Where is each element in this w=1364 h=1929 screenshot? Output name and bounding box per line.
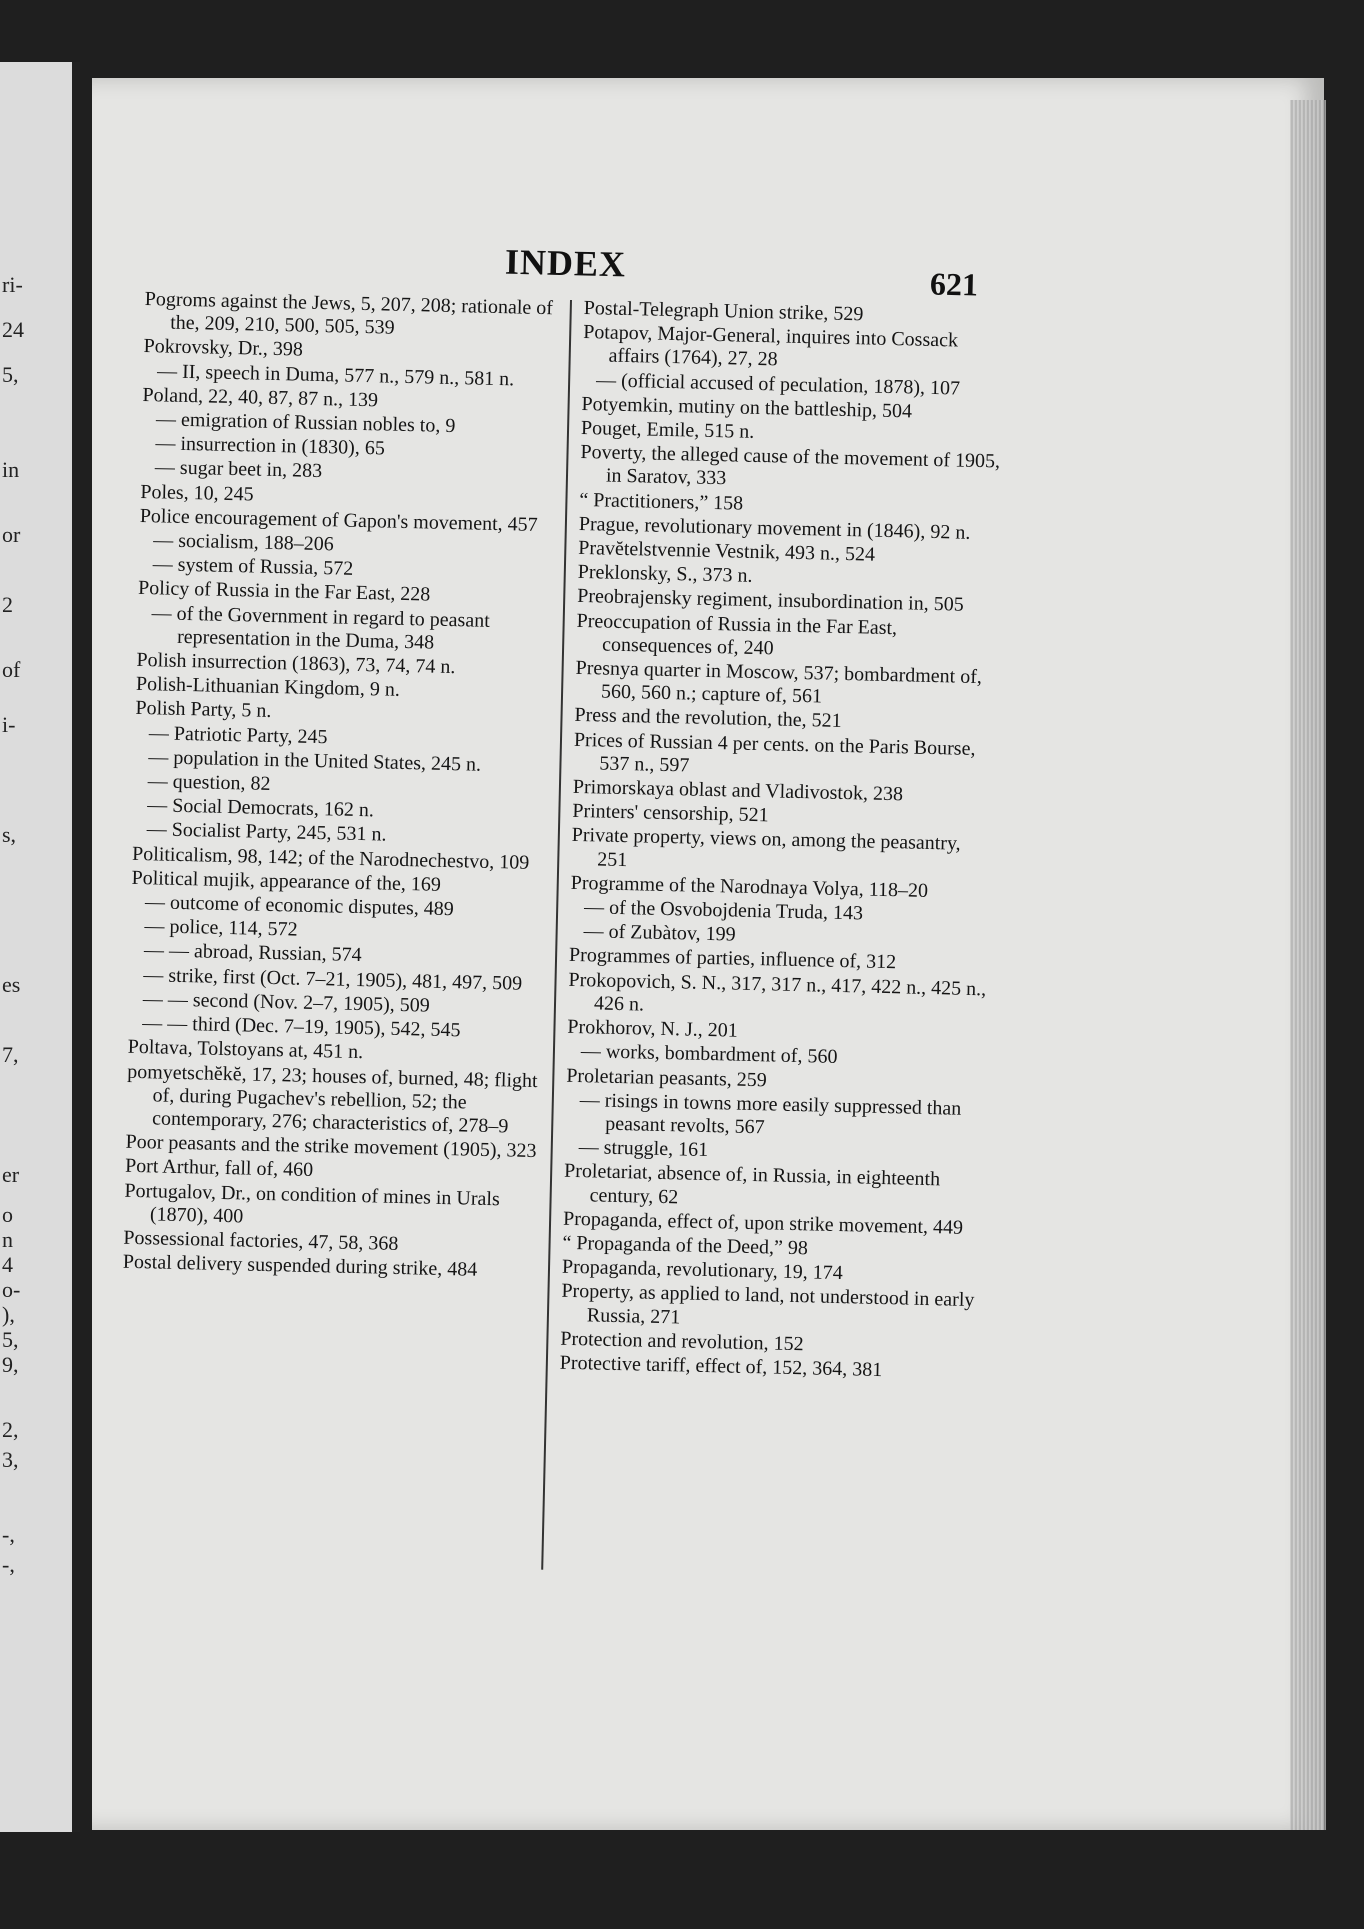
- index-entry: Poles, 10, 245: [140, 480, 254, 506]
- index-entry: Polish-Lithuanian Kingdom, 9 n.: [135, 673, 401, 702]
- index-entry: — sugar beet in, 283: [154, 456, 323, 483]
- index-entry: — Socialist Party, 245, 531 n.: [146, 818, 387, 847]
- index-entry: “ Propaganda of the Deed,” 98: [562, 1231, 809, 1260]
- index-entry: Policy of Russia in the Far East, 228: [137, 577, 431, 606]
- index-entry: Possessional factories, 47, 58, 368: [123, 1226, 399, 1255]
- index-entry: — struggle, 161: [578, 1136, 709, 1162]
- index-entry: — — abroad, Russian, 574: [143, 939, 362, 967]
- index-entry: Polish Party, 5 n.: [135, 697, 272, 723]
- previous-page-text-fragment: or: [2, 522, 21, 547]
- previous-page-text-fragment: es: [2, 972, 21, 997]
- index-entry: Protective tariff, effect of, 152, 364, 381: [559, 1351, 883, 1381]
- index-entry: Prokhorov, N. J., 201: [567, 1015, 739, 1042]
- previous-page-text-fragment: 2: [2, 592, 13, 617]
- index-entry: Prices of Russian 4 per cents. on the Paris Bourse, 537 n., 597: [573, 728, 976, 777]
- index-entry: Potyemkin, mutiny on the battleship, 504: [581, 392, 913, 423]
- previous-page-text-fragment: 4: [2, 1252, 13, 1277]
- index-entry: — insurrection in (1830), 65: [155, 432, 386, 460]
- index-entry: — system of Russia, 572: [152, 553, 354, 581]
- previous-page-edge: [0, 62, 80, 1832]
- index-entry: — II, speech in Duma, 577 n., 579 n., 581 n.: [156, 359, 515, 391]
- index-entry: — (official accused of peculation, 1878), 107: [595, 368, 961, 400]
- index-entry: — of the Osvobojdenia Truda, 143: [583, 896, 864, 925]
- index-column-right: [560, 297, 1004, 1385]
- index-entry: — of the Government in regard to peasant representation in the Duma, 348: [151, 601, 491, 654]
- previous-page-text-fragment: ri-: [2, 272, 23, 297]
- index-entry: Police encouragement of Gapon's movement, 457: [139, 504, 538, 536]
- index-entry: — — third (Dec. 7–19, 1905), 542, 545: [142, 1012, 461, 1042]
- page-stack-edge: [1290, 100, 1326, 1830]
- index-entry: Propaganda, revolutionary, 19, 174: [561, 1255, 844, 1285]
- index-entry: Pokrovsky, Dr., 398: [143, 335, 304, 362]
- index-entry: Primorskaya oblast and Vladivostok, 238: [572, 775, 904, 806]
- previous-page-text-fragment: 5,: [2, 1327, 19, 1352]
- index-entry: Poverty, the alleged cause of the movement of 1905, in Saratov, 333: [580, 441, 1001, 490]
- index-entry: Port Arthur, fall of, 460: [124, 1155, 314, 1182]
- index-entry: — — second (Nov. 2–7, 1905), 509: [142, 988, 431, 1017]
- index-entry: Programmes of parties, influence of, 312: [568, 944, 897, 974]
- index-entry: Political mujik, appearance of the, 169: [131, 866, 442, 896]
- index-entry: pomyetschĕkĕ, 17, 23; houses of, burned, 48; flight of, during Pugachev's rebellion, 52; the contemporary, 276; characteristics of, 278–9: [126, 1060, 538, 1138]
- previous-page-text-fragment: -,: [2, 1522, 15, 1547]
- previous-page-text-fragment: o-: [2, 1277, 21, 1302]
- index-entry: — works, bombardment of, 560: [580, 1040, 838, 1069]
- index-entry: Politicalism, 98, 142; of the Narodnechestvo, 109: [131, 842, 530, 874]
- index-entry: — strike, first (Oct. 7–21, 1905), 481, 497, 509: [143, 963, 523, 995]
- previous-page-text-fragment: 5,: [2, 362, 19, 387]
- index-entry: Propaganda, effect of, upon strike movement, 449: [562, 1207, 964, 1239]
- previous-page-text-fragment: s,: [2, 822, 17, 847]
- index-entry: — Patriotic Party, 245: [148, 721, 328, 748]
- previous-page-text-fragment: 2,: [2, 1417, 19, 1442]
- index-entry: Poland, 22, 40, 87, 87 n., 139: [142, 383, 379, 412]
- index-entry: Property, as applied to land, not understood in early Russia, 271: [561, 1280, 975, 1328]
- index-entry: Postal delivery suspended during strike, 484: [122, 1250, 478, 1281]
- index-entry: Polish insurrection (1863), 73, 74, 74 n.: [136, 648, 456, 679]
- index-entry: — question, 82: [147, 770, 271, 796]
- page-number: 621: [929, 265, 979, 303]
- previous-page-text-fragment: o: [2, 1202, 13, 1227]
- previous-page-text-fragment: er: [2, 1162, 20, 1187]
- index-column-left: [123, 288, 565, 1285]
- previous-page-text-fragment: 3,: [2, 1447, 19, 1472]
- index-entry: “ Practitioners,” 158: [579, 488, 744, 515]
- index-entry: — outcome of economic disputes, 489: [144, 891, 455, 921]
- index-entry: — police, 114, 572: [144, 915, 298, 941]
- index-entry: Preobrajensky regiment, insubordination in, 505: [576, 585, 964, 617]
- index-entry: — risings in towns more easily suppressed than peasant revolts, 567: [579, 1088, 962, 1139]
- previous-page-text-fragment: n: [2, 1227, 13, 1252]
- index-entry: Pogroms against the Jews, 5, 207, 208; rationale of the, 209, 210, 500, 505, 539: [144, 288, 554, 339]
- index-entry: Poor peasants and the strike movement (1905), 323: [125, 1130, 537, 1163]
- index-entry: Postal-Telegraph Union strike, 529: [583, 297, 864, 326]
- index-entry: Proletariat, absence of, in Russia, in eighteenth century, 62: [563, 1160, 941, 1208]
- index-entry: Private property, views on, among the peasantry, 251: [571, 824, 961, 871]
- index-entry: Preoccupation of Russia in the Far East, consequences of, 240: [576, 609, 898, 660]
- index-entry: Press and the revolution, the, 521: [574, 704, 842, 733]
- index-entry: Poltava, Tolstoyans at, 451 n.: [127, 1036, 364, 1064]
- index-entry: Pravĕtelstvennie Vestnik, 493 n., 524: [578, 536, 876, 566]
- previous-page-text-fragment: in: [2, 457, 20, 482]
- index-entry: — socialism, 188–206: [153, 529, 335, 556]
- previous-page-text-fragment: of: [2, 657, 21, 682]
- index-entry: Preklonsky, S., 373 n.: [577, 561, 753, 588]
- index-entry: Prokopovich, S. N., 317, 317 n., 417, 422 n., 425 n., 426 n.: [568, 968, 987, 1016]
- index-entry: — emigration of Russian nobles to, 9: [155, 408, 456, 438]
- previous-page-text-fragment: i-: [2, 712, 16, 737]
- previous-page-text-fragment: 7,: [2, 1042, 19, 1067]
- index-entry: — Social Democrats, 162 n.: [147, 794, 375, 822]
- index-entry: Potapov, Major-General, inquires into Cossack affairs (1764), 27, 28: [582, 321, 959, 371]
- index-entry: Printers' censorship, 521: [572, 800, 769, 827]
- index-entry: Programme of the Narodnaya Volya, 118–20: [570, 871, 929, 902]
- previous-page-text-fragment: ),: [2, 1302, 15, 1327]
- index-entry: Protection and revolution, 152: [560, 1327, 804, 1355]
- previous-page-text-fragment: -,: [2, 1552, 15, 1577]
- index-entry: Proletarian peasants, 259: [566, 1064, 768, 1091]
- previous-page-text-fragment: 9,: [2, 1352, 19, 1377]
- index-entry: Presnya quarter in Moscow, 537; bombardment of, 560, 560 n.; capture of, 561: [575, 656, 983, 708]
- previous-page-text-fragment: 24: [2, 317, 24, 342]
- index-entry: — population in the United States, 245 n.: [148, 746, 482, 776]
- index-entry: Prague, revolutionary movement in (1846), 92 n.: [578, 512, 971, 544]
- page-title: INDEX: [504, 241, 627, 285]
- index-entry: Pouget, Emile, 515 n.: [580, 416, 755, 443]
- index-entry: — of Zubàtov, 199: [583, 920, 736, 946]
- index-entry: Portugalov, Dr., on condition of mines in Urals (1870), 400: [124, 1179, 501, 1228]
